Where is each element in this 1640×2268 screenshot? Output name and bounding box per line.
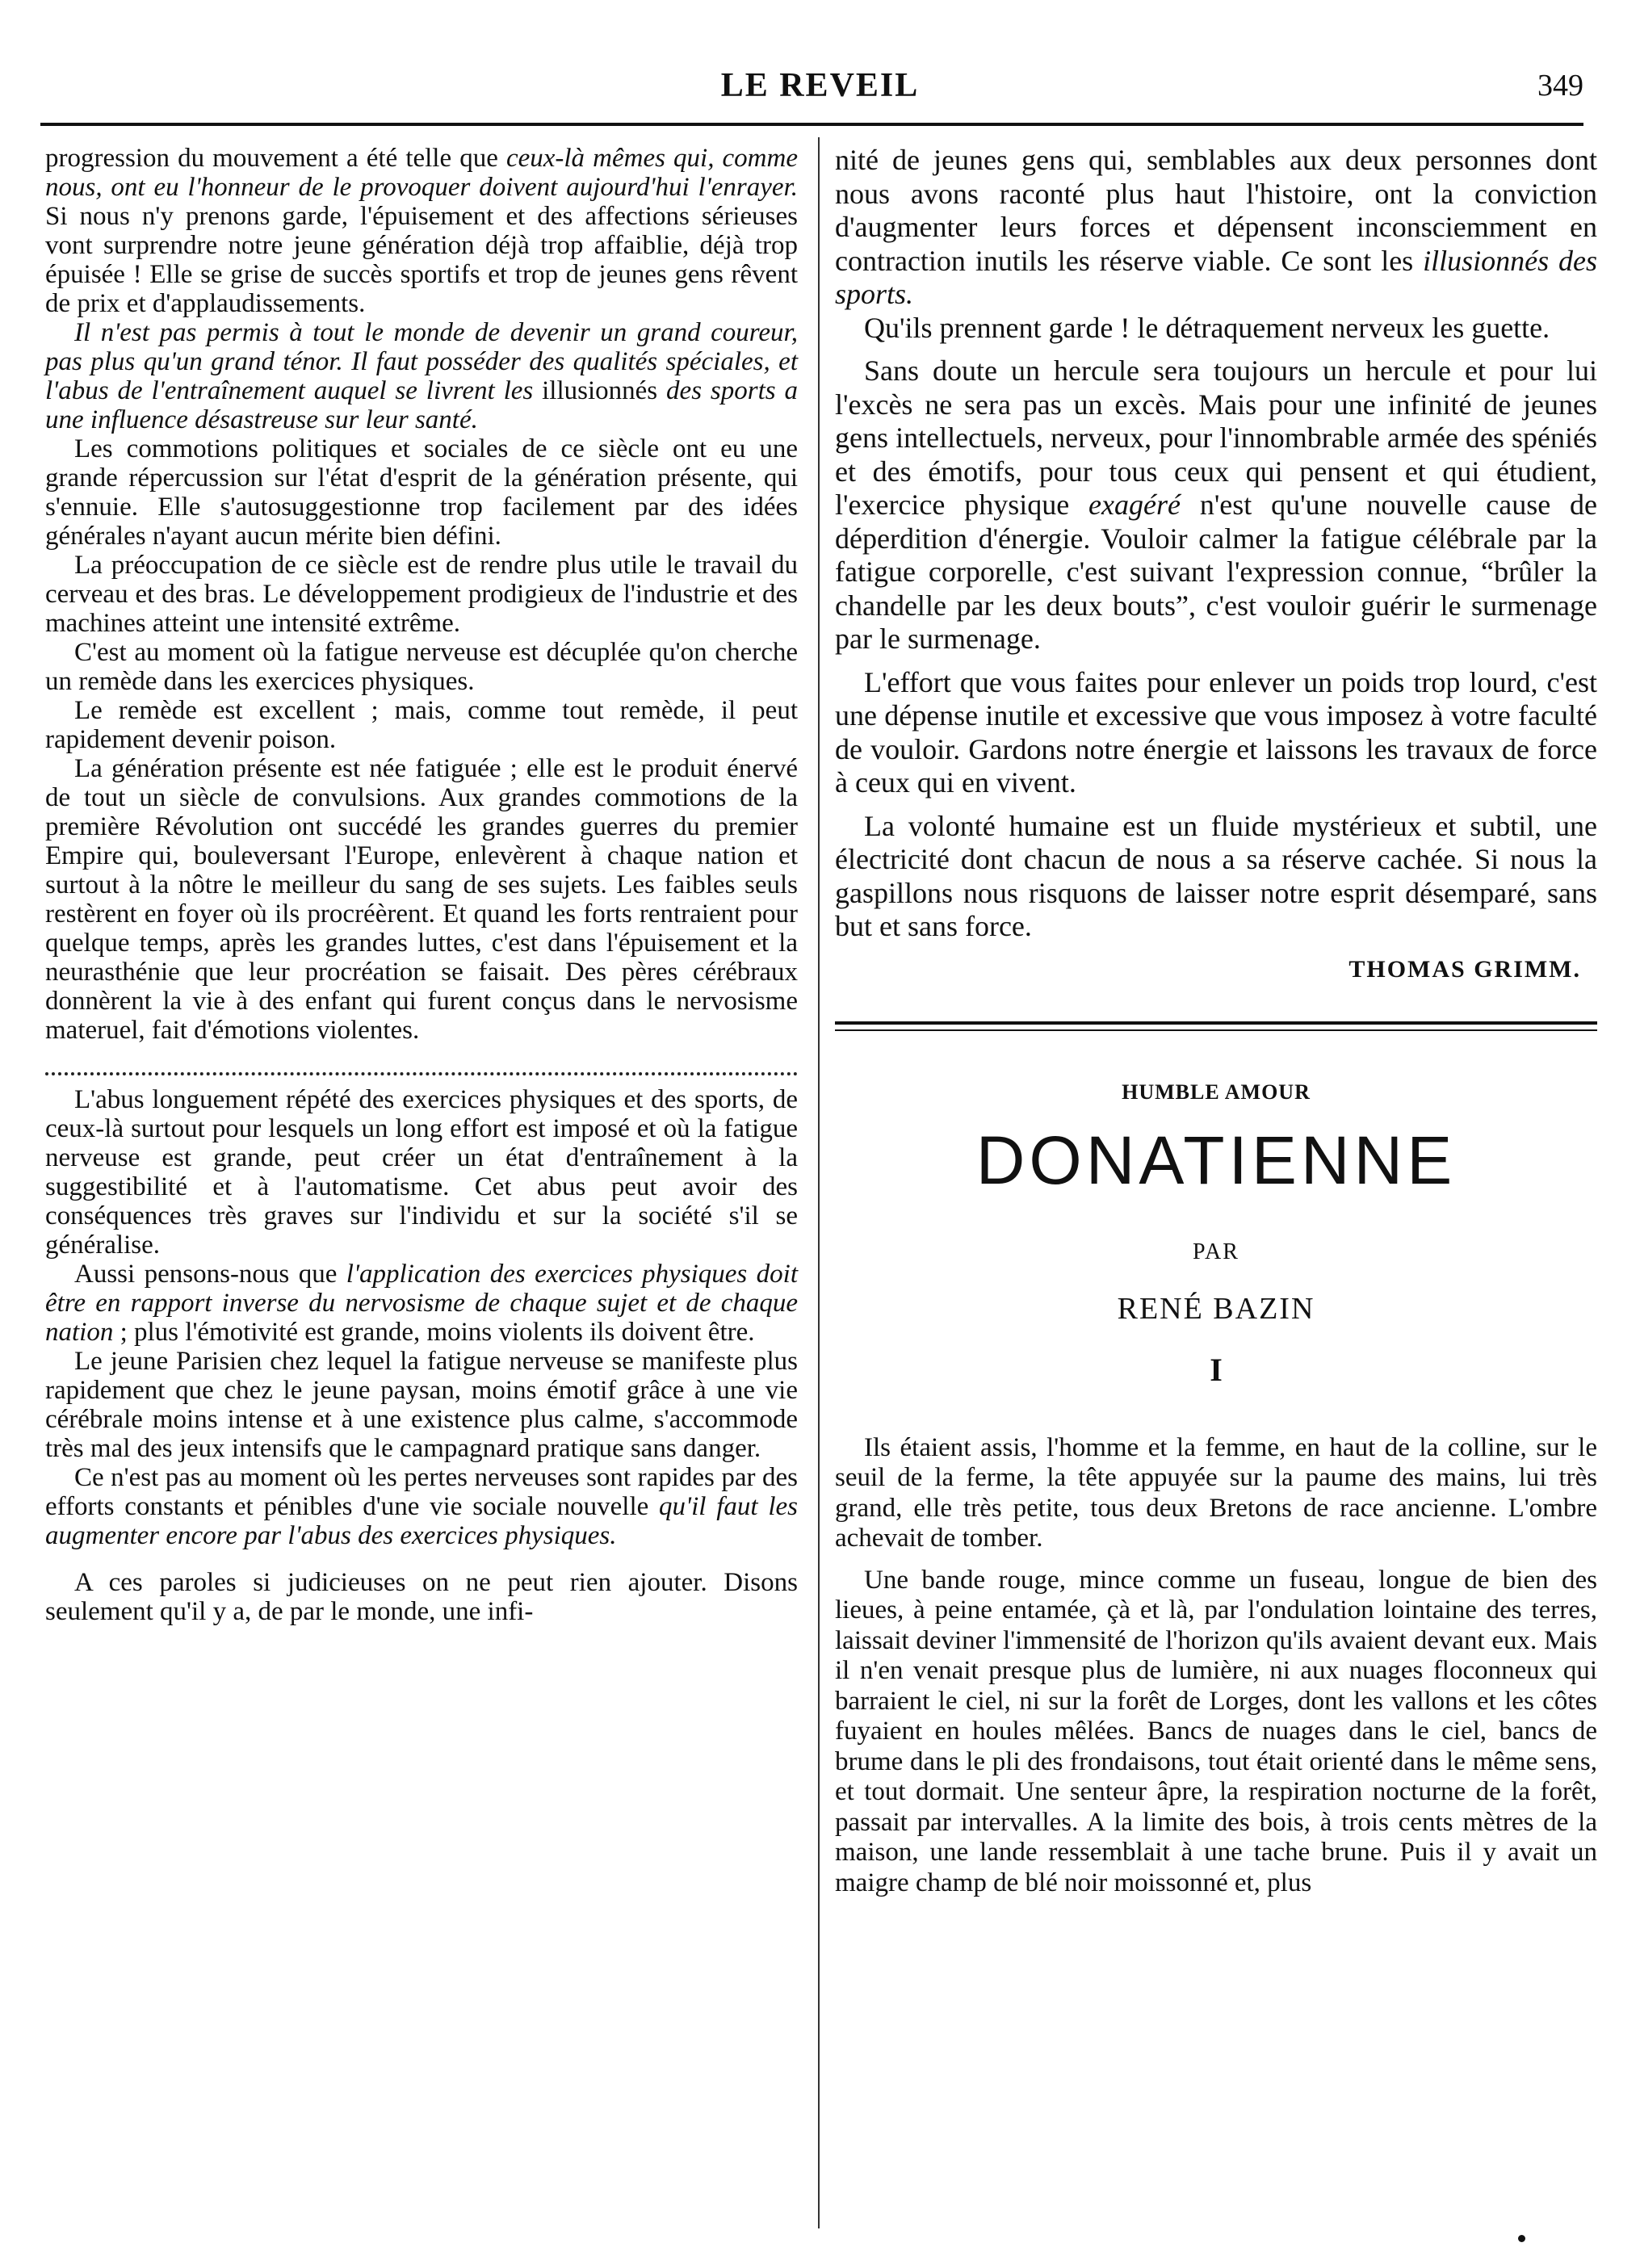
paragraph: Ils étaient assis, l'homme et la femme, en haut de la colline, sur le seuil de la ferme, la tête appuyée sur la paume des mains, lui très grand, elle très petite, tous deux Bretons de race ancienne. L'ombre achevait de tomber. xyxy=(835,1432,1597,1553)
left-column xyxy=(45,144,798,1626)
italic-run: l'application des exercices physiques doit être en rapport inverse du nervosisme de chaque sujet et de chaque nation xyxy=(45,1260,799,1347)
story-body xyxy=(835,1433,1597,1899)
text-run: progression du mouvement a été telle que xyxy=(45,144,506,173)
text-run: Ce n'est pas au moment où les pertes nerveuses sont rapides par des efforts constants et pénibles d'une vie sociale nouvelle xyxy=(45,1463,798,1521)
text-run: Si nous n'y prenons garde, l'épuisement et des affections sérieuses vont surprendre notre jeune génération déjà trop affaiblie, déjà trop épuisée ! Elle se grise de succès sportifs et trop de jeunes gens rêvent de prix et d'applaudissements. xyxy=(45,202,798,318)
paragraph: Les commotions politiques et sociales de ce siècle ont eu une grande répercussion sur l'état d'esprit de la génération présente, qui s'ennuie. Elle s'autosuggestionne trop facilement par des idées générales n'ayant aucun mérite bien défini. xyxy=(45,434,798,551)
page-mark xyxy=(1518,2235,1525,2242)
paragraph: La préoccupation de ce siècle est de rendre plus utile le travail du cerveau et des bras. Le développement prodigieux de l'industrie et des machines atteint une intensité extrême. xyxy=(45,551,798,638)
italic-run: ceux-là mêmes qui, comme nous, ont eu l'honneur de le provoquer doivent aujourd'hui l'enrayer. xyxy=(45,144,798,202)
text-run: Sans doute un hercule sera toujours un hercule et pour lui l'excès ne sera pas un excès. Mais pour une infinité de jeunes gens intellectuels, nerveux, pour l'innombrable armée des spéniés et des émotifs, pour tous ceux qui pensent et qui étudient, l'exercice physique xyxy=(835,354,1597,521)
paragraph: L'effort que vous faites pour enlever un poids trop lourd, c'est une dépense inutile et excessive que vous imposez à votre faculté de vouloir. Gardons notre énergie et laissons les travaux de force à ceux qui en vivent. xyxy=(835,665,1597,799)
article-signature: THOMAS GRIMM. xyxy=(1348,955,1581,983)
dotted-separator xyxy=(45,1053,798,1075)
paragraph xyxy=(45,318,798,434)
paragraph: Le remède est excellent ; mais, comme tout remède, il peut rapidement devenir poison. xyxy=(45,696,798,754)
story-author: RENÉ BAZIN xyxy=(1117,1291,1315,1326)
italic-run: qu'il faut les augmenter encore par l'abus des exercices physiques. xyxy=(45,1492,798,1550)
text-run: nité de jeunes gens qui, semblables aux deux personnes dont nous avons raconté plus haut l'histoire, ont la conviction d'augmenter leurs forces et dépensent inconsciemment en contraction inutils les réserve viable. Ce sont les xyxy=(835,144,1597,277)
story-kicker: HUMBLE AMOUR xyxy=(1122,1080,1311,1104)
paragraph: Le jeune Parisien chez lequel la fatigue nerveuse se manifeste plus rapidement que chez le jeune paysan, moins émotif grâce à une vie cérébrale moins intense et à une existence plus calme, s'accommode très mal des jeux intensifs que le campagnard pratique sans danger. xyxy=(45,1347,798,1463)
paragraph xyxy=(835,354,1597,656)
paragraph xyxy=(45,1463,798,1550)
italic-run: Il n'est pas permis à tout le monde de devenir un grand coureur, pas plus qu'un grand ténor. Il faut posséder des qualités spéciales, et l'abus de l'entraînement auquel se livrent les xyxy=(45,318,798,405)
text-run: Aussi pensons-nous que xyxy=(74,1260,346,1289)
paragraph xyxy=(45,1260,798,1347)
paragraph: L'abus longuement répété des exercices physiques et des sports, de ceux-là surtout pour lesquels un long effort est imposé et où la fatigue nerveuse est grande, peut créer un état d'entraînement à la suggestibilité et à l'automatisme. Cet abus peut avoir des conséquences très graves sur l'individu et sur la société s'il se généralise. xyxy=(45,1085,798,1260)
italic-run: des sports a une influence désastreuse sur leur santé. xyxy=(45,376,798,434)
chapter-number: I xyxy=(1210,1351,1223,1388)
byline-par: PAR xyxy=(1193,1239,1239,1264)
text-run: illusionnés xyxy=(542,376,658,405)
text-run: ; plus l'émotivité est grande, moins violents ils doivent être. xyxy=(113,1318,755,1347)
right-column xyxy=(835,144,1597,1898)
running-title: LE REVEIL xyxy=(720,67,920,104)
column-divider xyxy=(818,137,820,2228)
paragraph: A ces paroles si judicieuses on ne peut rien ajouter. Disons seulement qu'il y a, de par le monde, une infi- xyxy=(45,1568,798,1626)
header-rule xyxy=(40,123,1583,126)
paragraph xyxy=(45,144,798,318)
page-number: 349 xyxy=(1537,69,1583,103)
story-title: DONATIENNE xyxy=(975,1121,1457,1198)
paragraph xyxy=(835,144,1597,312)
paragraph: La volonté humaine est un fluide mystérieux et subtil, une électricité dont chacun de nous a sa réserve cachée. Si nous la gaspillons nous risquons de laisser notre esprit désemparé, sans but et sans force. xyxy=(835,809,1597,942)
page-header xyxy=(0,0,1640,121)
paragraph: La génération présente est née fatiguée ; elle est le produit énervé de tout un siècle de convulsions. Aux grandes commotions de la première Révolution ont succédé les grandes guerres du premier Empire qui, bouleversant l'Europe, enlevèrent à chaque nation et surtout à la nôtre le meilleur du sang de ses sujets. Les faibles seuls restèrent en foyer où ils procréèrent. Et quand les forts rentraient pour quelque temps, après les grandes luttes, c'est dans l'épuisement et la neurasthénie que leur procréation se faisait. Des pères cérébraux donnèrent la vie à des enfant qui furent conçus dans le nervosisme materuel, fait d'émotions violentes. xyxy=(45,754,798,1045)
paragraph: Qu'ils prennent garde ! le détraquement nerveux les guette. xyxy=(864,311,1550,344)
section-double-rule xyxy=(835,1021,1597,1031)
text-run: n'est qu'une nouvelle cause de déperdition d'énergie. Vouloir calmer la fatigue célébrale par la fatigue corporelle, c'est suivant l'expression connue, “brûler la chandelle par les deux bouts”, c'est vouloir guérir le surmenage par le surmenage. xyxy=(835,488,1597,655)
paragraph: C'est au moment où la fatigue nerveuse est décuplée qu'on cherche un remède dans les exercices physiques. xyxy=(45,638,798,696)
paragraph: Une bande rouge, mince comme un fuseau, longue de bien des lieues, à peine entamée, çà et là, par l'ondulation lointaine des terres, laissait deviner l'immensité de l'horizon qu'ils avaient devant eux. Mais il n'en venait presque plus de lumière, ni aux nuages floconneux qui barraient le ciel, ni sur la forêt de Lorges, dont les vallons et les côtes fuyaient en houles mêlées. Bancs de nuages dans le ciel, bancs de brume dans le pli des frondaisons, tout était orienté dans le même sens, et tout dormait. Une senteur âpre, la respiration nocturne de la forêt, passait par intervalles. A la limite des bois, à trois cents mètres de la maison, une lande ressemblait à une tache brune. Puis il y avait un maigre champ de blé noir moissonné et, plus xyxy=(835,1565,1597,1897)
italic-run: illusionnés des sports. xyxy=(835,244,1597,310)
italic-run: exagéré xyxy=(1088,488,1181,521)
